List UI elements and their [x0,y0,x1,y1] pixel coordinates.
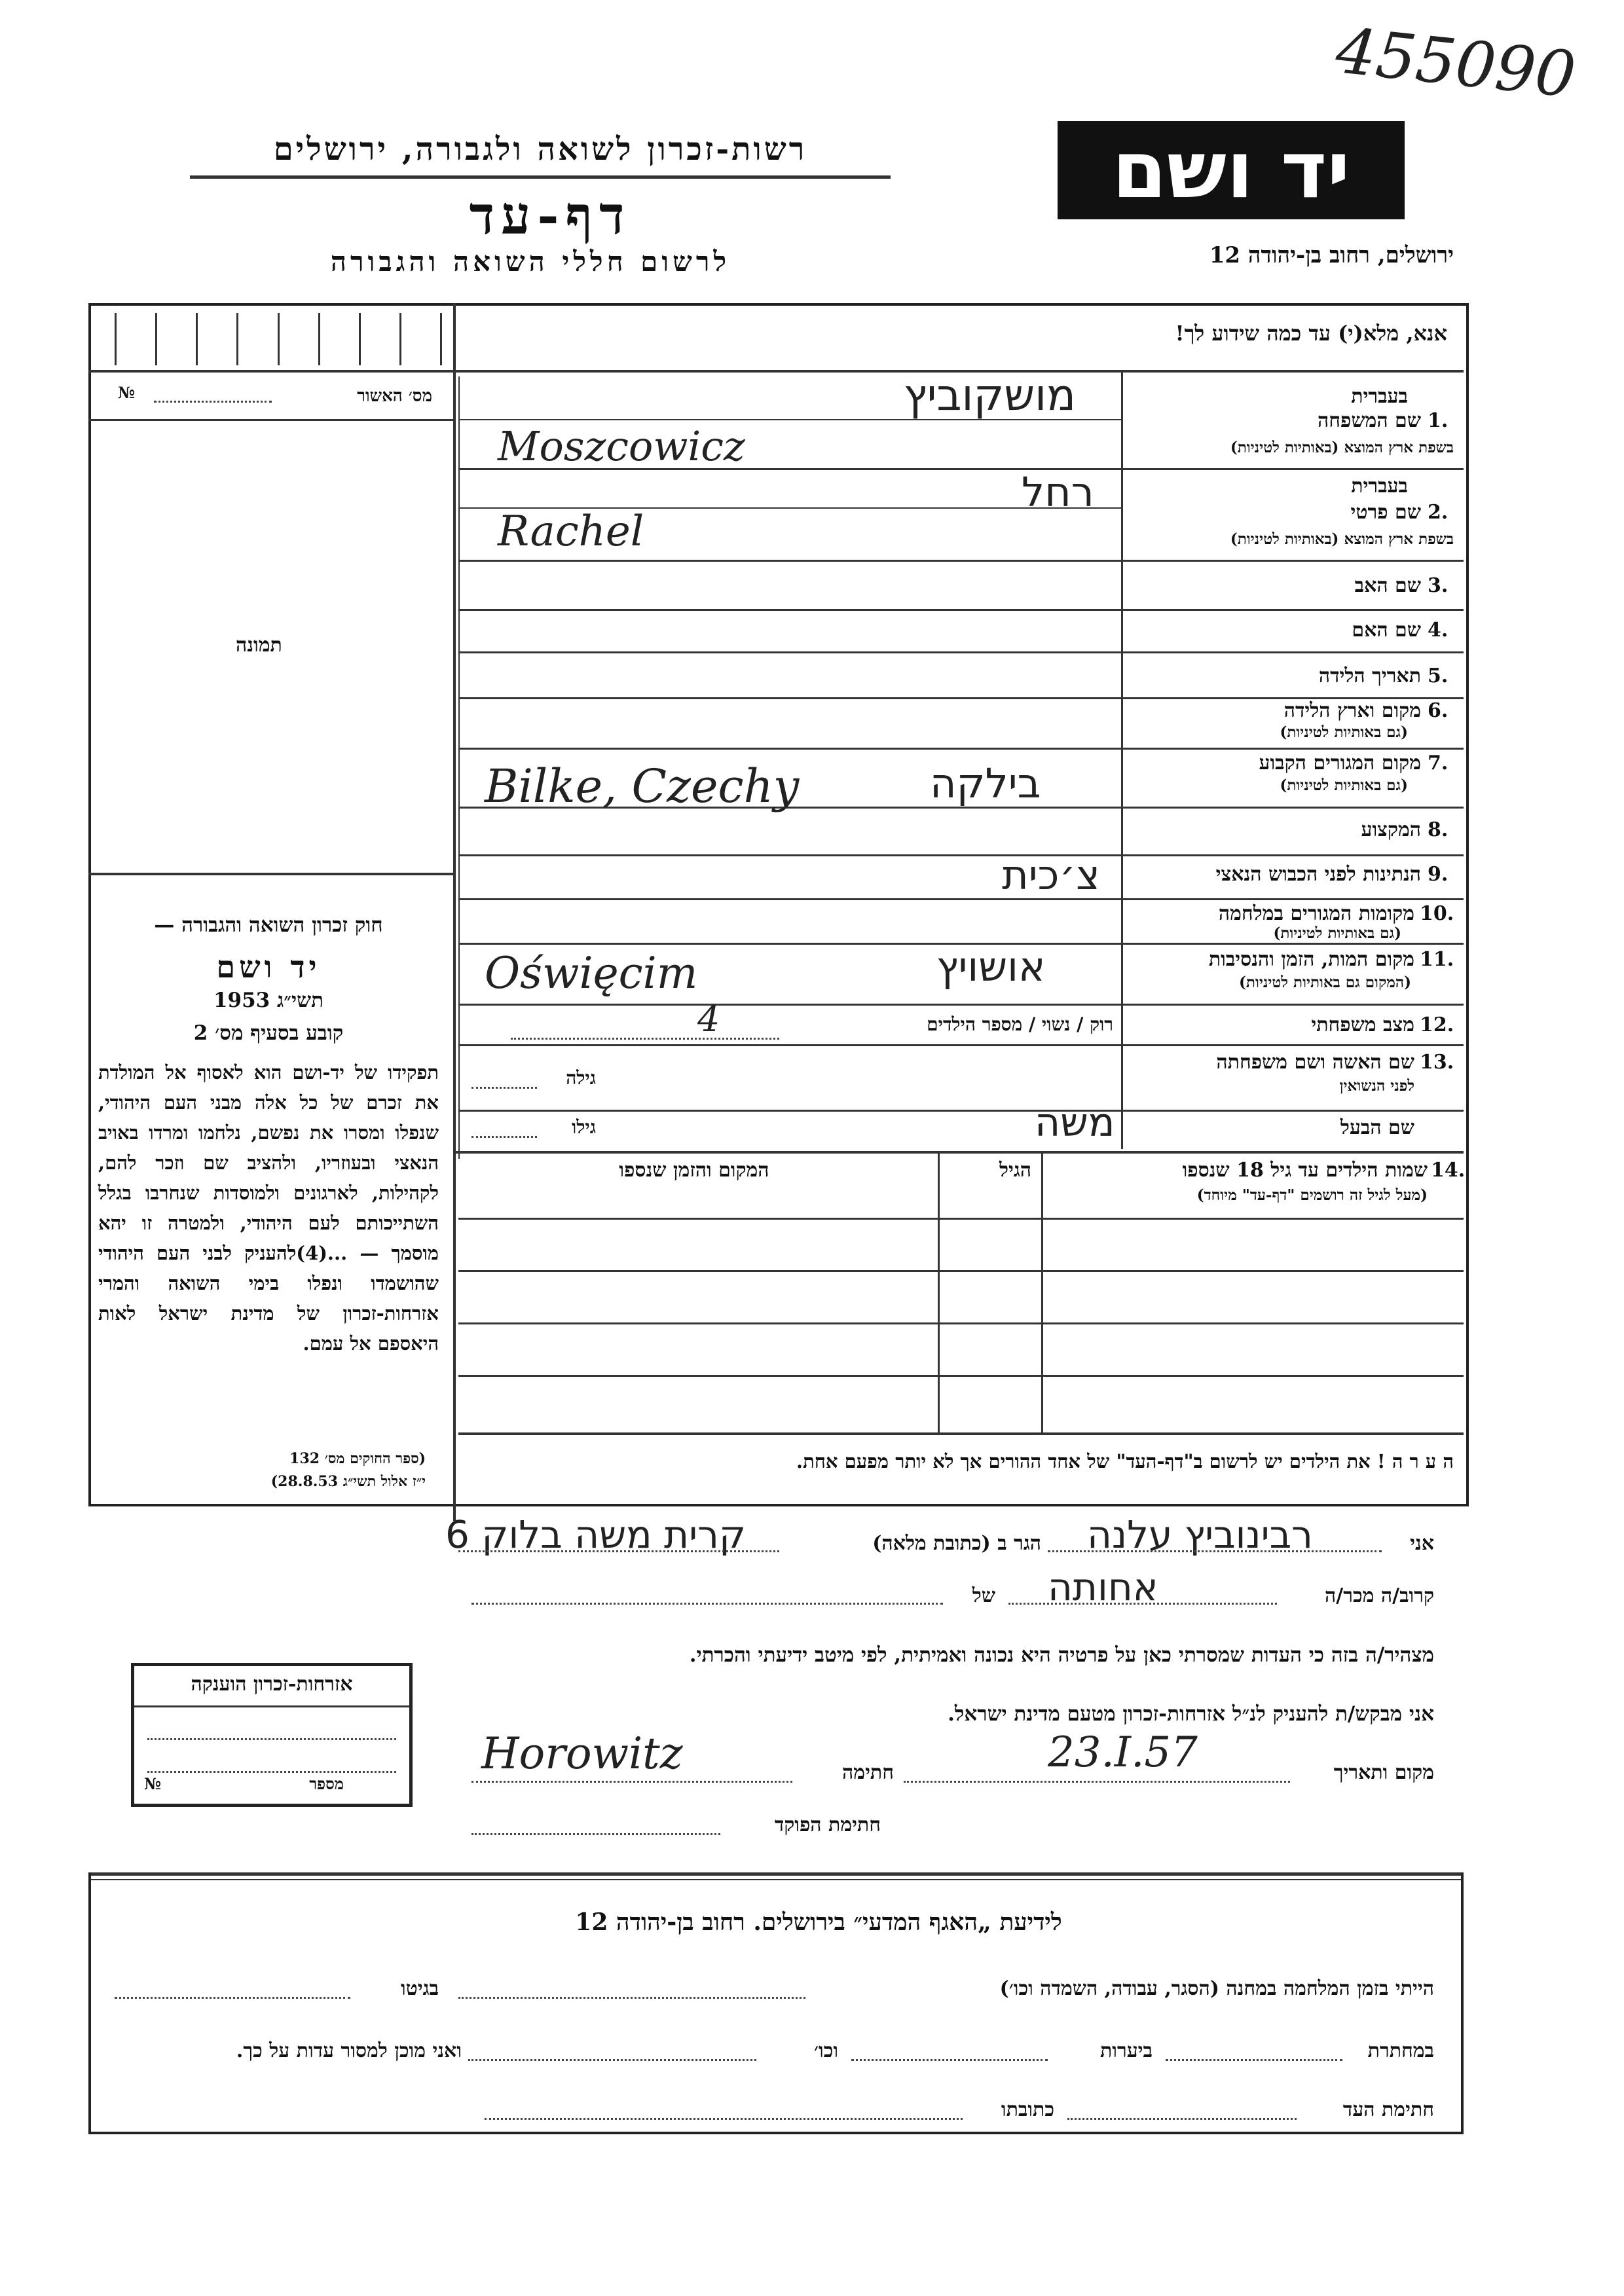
field-2-number: 2. [1428,501,1449,524]
field-13-label: שם האשה ושם משפחתה [1216,1051,1414,1074]
relative-label: קרוב/ה מכר/ה [1325,1584,1434,1607]
field-9-value: צ׳כית [1002,851,1100,899]
field-1-number: 1. [1428,409,1449,432]
header-address: ירושלים, רחוב בן-יהודה 12 [1209,242,1454,268]
bottom-notice: לידיעת „האגף המדעי״ בירושלים. רחוב בן-יהודה 12 [575,1908,1062,1936]
law-ref-2: י״ז אלול תשי״ג 28.8.53) [270,1473,426,1490]
children-note: ה ע ר ה ! את הילדים יש לרשום ב"דף-העד" של אחד ההורים אך לא יותר מפעם אחת. [796,1450,1454,1472]
husband-age-label: גילו [572,1116,596,1138]
field-11-sub: (המקום גם באותיות לטיניות) [1239,974,1411,991]
field-13-number: 13. [1420,1051,1454,1074]
confirmation-label: מס׳ האשור [357,386,432,406]
relation-value: אחותה [1048,1565,1158,1609]
field-6-label: מקום וארץ הלידה [1283,699,1421,722]
citizenship-box [131,1663,413,1807]
confirmation-boxes [115,313,442,365]
field-2-label: שם פרטי [1350,501,1421,524]
field-7-sub: (גם באותיות לטיניות) [1280,776,1408,794]
forests-label: ביערות [1099,2039,1153,2062]
field-7-number: 7. [1428,752,1449,774]
col-age-header: הגיל [999,1159,1031,1182]
field-1-sub: בשפת ארץ המוצא (באותיות לטיניות) [1230,439,1454,456]
field-14-sub: (מעל לגיל זה רושמים "דף-עד" מיוחד) [1196,1186,1428,1204]
field-4-number: 4. [1428,619,1449,642]
field-2-in-hebrew: בעברית [1351,475,1408,498]
place-date-label: מקום ותאריך [1333,1761,1434,1784]
field-7-label: מקום המגורים הקבוע [1259,752,1421,774]
of-label: של [972,1584,995,1607]
children-count: 4 [697,998,720,1040]
field-1-value-latin: Moszcowicz [498,422,745,470]
law-name: יד ושם [216,949,321,985]
field-6-sub: (גם באותיות לטיניות) [1280,723,1408,741]
field-10-label: מקומות המגורים במלחמה [1218,902,1414,925]
declaration-request: אני מבקש/ת להעניק לנ״ל אזרחות-זכרון מטעם מדינת ישראל. [948,1702,1434,1726]
citizenship-number-label: מספר [309,1774,344,1793]
date-value: 23.I.57 [1048,1728,1198,1777]
field-7-value-hebrew: בילקה [930,759,1041,807]
col-place-header: המקום והזמן שנספו [619,1159,769,1182]
camp-label: הייתי בזמן המלחמה במחנה (הסגר, עבודה, השמדה וכו׳) [999,1977,1434,2000]
resides-label: הגר ב (כתובת מלאה) [872,1532,1041,1555]
form-subtitle: לרשום חללי השואה והגבורה [330,246,731,278]
testimony-label: ואני מוכן למסור עדות על כך. [236,2039,462,2062]
witness-address-label: כתובתו [1001,2098,1054,2121]
field-12-number: 12. [1420,1013,1454,1036]
law-ref-1: (ספר החוקים מס׳ 132 [289,1450,426,1467]
declaration-ani: אני [1410,1532,1434,1555]
confirmation-no: № [118,383,136,402]
field-13-sub: לפני הנשואין [1339,1077,1414,1095]
field-5-number: 5. [1428,665,1449,687]
ghetto-label: בגיטו [400,1977,439,2000]
archive-number: 455090 [1333,14,1579,112]
field-14-number: 14. [1431,1159,1466,1182]
field-12-label: מצב משפחתי [1311,1013,1414,1036]
field-9-number: 9. [1428,863,1449,886]
husband-label: שם הבעל [1340,1116,1414,1139]
authority-title: רשות-זכרון לשואה ולגבורה, ירושלים [273,131,807,168]
marital-options: רוק / נשוי / מספר הילדים [927,1013,1113,1035]
declaration-statement: מצהיר/ה בזה כי העדות שמסרתי כאן על פרטיה היא נכונה ואמיתית, לפי מיטב ידיעתי והכרתי. [689,1643,1434,1667]
field-10-sub: (גם באותיות לטיניות) [1273,924,1401,942]
field-1-in-hebrew: בעברית [1351,385,1408,408]
field-5-label: תאריך הלידה [1318,665,1421,687]
field-8-number: 8. [1428,818,1449,841]
husband-value: משה [1035,1100,1115,1146]
citizenship-box-title: אזרחות-זכרון הוענקה [191,1673,353,1696]
field-14-label: שמות הילדים עד גיל 18 שנספו [1182,1159,1428,1182]
form-instruction: אנא, מלא(י) עד כמה שידוע לך! [1175,321,1447,346]
official-signature-label: חתימת הפוקד [774,1813,881,1836]
signature-label: חתימה [842,1761,894,1784]
signature: Horowitz [481,1728,683,1779]
etc-label: וכו׳ [814,2039,838,2062]
law-clause: קובע בסעיף מס׳ 2 [193,1021,344,1045]
field-9-label: הנתינות לפני הכבוש הנאצי [1215,863,1421,886]
field-11-number: 11. [1420,948,1454,971]
logo-text: יד ושם [1112,124,1350,216]
witness-signature-label: חתימת העד [1342,2098,1434,2121]
form-title: דף-עד [469,185,631,246]
field-11-label: מקום המות, הזמן והנסיבות [1208,948,1414,971]
field-3-label: שם האב [1354,574,1421,597]
field-6-number: 6. [1428,699,1449,722]
field-7-value-latin: Bilke, Czechy [485,759,800,813]
field-4-label: שם האם [1352,619,1421,642]
law-text: תפקידו של יד-ושם הוא לאסוף אל המולדת את זכרם של כל אלה מבני העם היהודי, שנפלו ומסרו את נפשם, נלחמו ומרדו באויב הנאצי ובעוזריו, ולהציב שם וזכר להם, לקהילות, לארגונים ולמוסדות שנחרבו בגלל השתייכותם לעם היהודי, ולמטרה זו יהא מוסמך — ...(4)להעניק לבני העם היהודי שהושמדו ונפלו בימי השואה והמרי אזרחות-זכרון של מדינת ישראל לאות היאספם אל עמם. [98,1061,439,1355]
citizenship-no: № [144,1774,162,1793]
declarant-name: רבינוביץ עלנה [1087,1512,1313,1557]
field-2-value-latin: Rachel [498,507,644,556]
wife-age-label: גילה [566,1067,596,1089]
law-title: חוק זכרון השואה והגבורה — [154,913,383,937]
field-1-value-hebrew: מושקוביץ [904,370,1076,420]
field-10-number: 10. [1420,902,1454,925]
field-2-sub: בשפת ארץ המוצא (באותיות לטיניות) [1230,530,1454,548]
field-11-value-latin: Oświęcim [485,948,698,998]
law-year: תשי״ג 1953 [213,989,324,1012]
field-2-value-hebrew: רחל [1022,468,1094,516]
underground-label: במחתרת [1367,2039,1434,2062]
field-1-label: שם המשפחה [1317,409,1421,432]
field-8-label: המקצוע [1361,818,1421,841]
field-3-number: 3. [1428,574,1449,597]
field-11-value-hebrew: אושויץ [936,943,1046,991]
declarant-address: קרית משה בלוק 6 [445,1512,747,1557]
yad-vashem-logo [1058,121,1405,219]
photo-label: תמונה [236,634,282,657]
